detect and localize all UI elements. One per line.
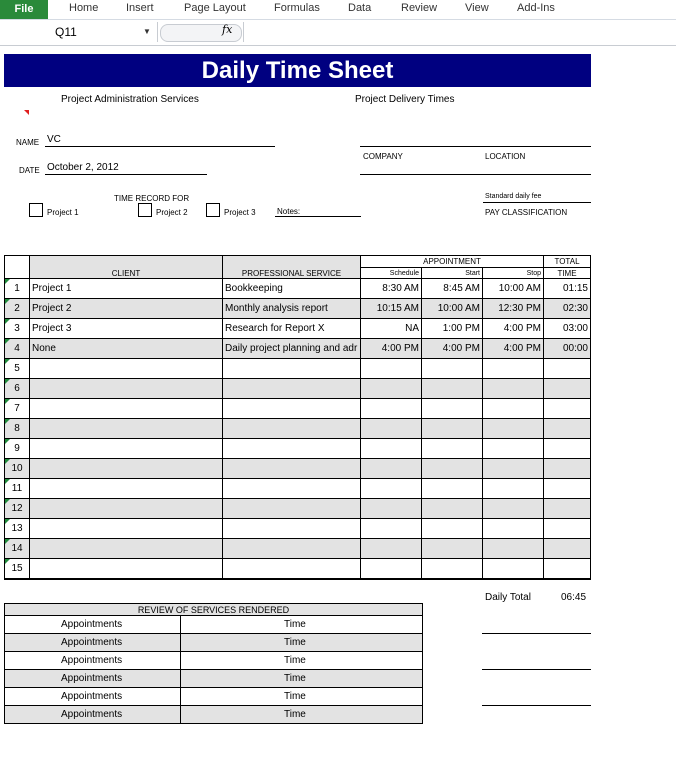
project-admin-label: Project Administration Services (61, 94, 199, 105)
row-number[interactable]: 4 (5, 339, 30, 359)
total-cell[interactable] (544, 559, 591, 580)
appointment-header: APPOINTMENT (361, 256, 544, 268)
start-cell[interactable] (422, 479, 483, 499)
review-table (4, 603, 423, 724)
client-cell[interactable] (30, 539, 223, 559)
row-number[interactable]: 5 (5, 359, 30, 379)
schedule-cell[interactable] (361, 519, 422, 539)
start-cell[interactable] (422, 519, 483, 539)
review-time-cell[interactable]: Time (181, 706, 423, 724)
start-cell[interactable] (422, 419, 483, 439)
table-row (5, 299, 591, 319)
total-cell[interactable] (544, 499, 591, 519)
schedule-cell[interactable]: NA (361, 319, 422, 339)
location-label: LOCATION (485, 152, 526, 161)
service-cell[interactable] (223, 419, 361, 439)
service-cell[interactable] (223, 379, 361, 399)
start-cell[interactable] (422, 439, 483, 459)
time-header: TIME (544, 268, 591, 279)
service-cell[interactable] (223, 439, 361, 459)
total-header: TOTAL (544, 256, 591, 268)
daily-total-label: Daily Total (485, 592, 531, 603)
review-time-cell[interactable]: Time (181, 634, 423, 652)
stop-cell[interactable] (483, 499, 544, 519)
row-number[interactable]: 15 (5, 559, 30, 580)
row-number[interactable]: 10 (5, 459, 30, 479)
tab-file[interactable]: File (0, 0, 48, 19)
row-number[interactable]: 13 (5, 519, 30, 539)
table-row (5, 419, 591, 439)
service-cell[interactable] (223, 499, 361, 519)
row-number[interactable]: 14 (5, 539, 30, 559)
client-cell[interactable]: None (30, 339, 223, 359)
service-cell[interactable] (223, 459, 361, 479)
service-cell[interactable] (223, 559, 361, 580)
summary-line-1[interactable] (482, 624, 591, 634)
start-cell[interactable]: 4:00 PM (422, 339, 483, 359)
client-cell[interactable]: Project 1 (30, 279, 223, 299)
review-time-cell[interactable]: Time (181, 688, 423, 706)
chevron-down-icon[interactable]: ▼ (143, 27, 151, 36)
review-appointments-cell[interactable]: Appointments (5, 670, 181, 688)
stop-cell[interactable] (483, 459, 544, 479)
name-value: VC (47, 134, 61, 145)
schedule-cell[interactable] (361, 459, 422, 479)
schedule-cell[interactable] (361, 439, 422, 459)
start-cell[interactable]: 10:00 AM (422, 299, 483, 319)
client-cell[interactable] (30, 399, 223, 419)
review-appointments-cell[interactable]: Appointments (5, 616, 181, 634)
review-row (5, 706, 423, 724)
tab-data[interactable]: Data (348, 2, 372, 14)
name-box-value: Q11 (55, 25, 77, 39)
pay-classification-label: PAY CLASSIFICATION (485, 208, 568, 217)
client-cell[interactable] (30, 419, 223, 439)
schedule-cell[interactable]: 4:00 PM (361, 339, 422, 359)
start-cell[interactable]: 8:45 AM (422, 279, 483, 299)
table-row (5, 519, 591, 539)
service-cell[interactable] (223, 359, 361, 379)
name-box[interactable] (0, 22, 158, 42)
stop-cell[interactable] (483, 479, 544, 499)
review-time-cell[interactable]: Time (181, 670, 423, 688)
summary-line-3[interactable] (482, 696, 591, 706)
standard-fee-label: Standard daily fee (485, 193, 542, 200)
summary-line-2[interactable] (482, 660, 591, 670)
stop-cell[interactable] (483, 379, 544, 399)
schedule-cell[interactable] (361, 499, 422, 519)
total-cell[interactable]: 00:00 (544, 339, 591, 359)
name-label: NAME (16, 138, 40, 147)
row-number[interactable]: 12 (5, 499, 30, 519)
review-time-cell[interactable]: Time (181, 616, 423, 634)
table-row (5, 559, 591, 580)
project-delivery-label: Project Delivery Times (355, 94, 455, 105)
project-2-checkbox[interactable] (138, 203, 152, 217)
client-cell[interactable]: Project 3 (30, 319, 223, 339)
row-number[interactable]: 9 (5, 439, 30, 459)
schedule-cell[interactable] (361, 559, 422, 580)
total-cell[interactable] (544, 379, 591, 399)
stop-cell[interactable] (483, 419, 544, 439)
row-number[interactable]: 1 (5, 279, 30, 299)
start-header: Start (422, 268, 483, 279)
sheet-title: Daily Time Sheet (4, 54, 591, 87)
company-label: COMPANY (363, 152, 403, 161)
project-3-checkbox[interactable] (206, 203, 220, 217)
stop-header: Stop (483, 268, 544, 279)
row-number-header (5, 256, 30, 279)
review-appointments-cell[interactable]: Appointments (5, 634, 181, 652)
review-row (5, 670, 423, 688)
row-number[interactable]: 3 (5, 319, 30, 339)
comment-marker-icon[interactable] (24, 110, 29, 115)
client-cell[interactable] (30, 439, 223, 459)
schedule-cell[interactable] (361, 379, 422, 399)
schedule-header: Schedule (361, 268, 422, 279)
time-table (4, 255, 591, 580)
start-cell[interactable] (422, 499, 483, 519)
client-cell[interactable] (30, 499, 223, 519)
name-field[interactable] (45, 134, 275, 147)
tab-add-ins[interactable]: Add-Ins (517, 2, 555, 14)
row-number[interactable]: 6 (5, 379, 30, 399)
service-cell[interactable] (223, 519, 361, 539)
client-cell[interactable] (30, 379, 223, 399)
service-cell[interactable]: Daily project planning and adr (223, 339, 361, 359)
review-title: REVIEW OF SERVICES RENDERED (5, 604, 423, 616)
schedule-cell[interactable] (361, 399, 422, 419)
table-row (5, 399, 591, 419)
company-location-line (360, 136, 591, 147)
tab-review[interactable]: Review (401, 2, 438, 14)
row-number[interactable]: 8 (5, 419, 30, 439)
table-row (5, 379, 591, 399)
client-cell[interactable] (30, 479, 223, 499)
review-row (5, 634, 423, 652)
start-cell[interactable] (422, 539, 483, 559)
start-cell[interactable]: 1:00 PM (422, 319, 483, 339)
row-number[interactable]: 7 (5, 399, 30, 419)
start-cell[interactable] (422, 559, 483, 580)
service-cell[interactable]: Monthly analysis report (223, 299, 361, 319)
table-row (5, 359, 591, 379)
table-row (5, 459, 591, 479)
schedule-cell[interactable] (361, 539, 422, 559)
review-appointments-cell[interactable]: Appointments (5, 688, 181, 706)
formula-input[interactable] (243, 22, 676, 42)
service-cell[interactable] (223, 479, 361, 499)
table-row (5, 319, 591, 339)
total-cell[interactable] (544, 419, 591, 439)
review-row (5, 652, 423, 670)
function-icon[interactable]: fx (222, 23, 233, 36)
stop-cell[interactable] (483, 439, 544, 459)
tab-view[interactable]: View (465, 2, 489, 14)
start-cell[interactable] (422, 359, 483, 379)
tab-insert[interactable]: Insert (126, 2, 154, 14)
ribbon-tabs (0, 0, 676, 20)
total-cell[interactable]: 03:00 (544, 319, 591, 339)
start-cell[interactable] (422, 379, 483, 399)
schedule-cell[interactable]: 8:30 AM (361, 279, 422, 299)
review-appointments-cell[interactable]: Appointments (5, 706, 181, 724)
formula-bar (0, 20, 676, 46)
schedule-cell[interactable] (361, 359, 422, 379)
schedule-cell[interactable]: 10:15 AM (361, 299, 422, 319)
client-cell[interactable]: Project 2 (30, 299, 223, 319)
stop-cell[interactable] (483, 539, 544, 559)
stop-cell[interactable]: 12:30 PM (483, 299, 544, 319)
table-row (5, 339, 591, 359)
start-cell[interactable] (422, 399, 483, 419)
row-number[interactable]: 2 (5, 299, 30, 319)
project-1-checkbox[interactable] (29, 203, 43, 217)
total-cell[interactable]: 01:15 (544, 279, 591, 299)
client-cell[interactable] (30, 459, 223, 479)
table-row (5, 479, 591, 499)
stop-cell[interactable]: 4:00 PM (483, 319, 544, 339)
stop-cell[interactable] (483, 359, 544, 379)
date-value: October 2, 2012 (47, 162, 119, 173)
client-header: CLIENT (30, 256, 223, 279)
total-cell[interactable] (544, 459, 591, 479)
tab-page-layout[interactable]: Page Layout (184, 2, 246, 14)
date-field[interactable] (45, 162, 207, 175)
client-cell[interactable] (30, 359, 223, 379)
review-row (5, 688, 423, 706)
service-header: PROFESSIONAL SERVICE (223, 256, 361, 279)
standard-fee-field[interactable] (483, 192, 591, 203)
notes-field[interactable] (275, 204, 361, 217)
schedule-cell[interactable] (361, 479, 422, 499)
stop-cell[interactable] (483, 399, 544, 419)
start-cell[interactable] (422, 459, 483, 479)
total-cell[interactable] (544, 439, 591, 459)
project-3-label: Project 3 (224, 208, 256, 217)
time-record-label: TIME RECORD FOR (114, 194, 190, 203)
total-cell[interactable] (544, 519, 591, 539)
service-cell[interactable] (223, 399, 361, 419)
company-location-field[interactable] (360, 164, 591, 175)
review-time-cell[interactable]: Time (181, 652, 423, 670)
service-cell[interactable]: Research for Report X (223, 319, 361, 339)
review-row (5, 616, 423, 634)
client-cell[interactable] (30, 519, 223, 539)
schedule-cell[interactable] (361, 419, 422, 439)
review-appointments-cell[interactable]: Appointments (5, 652, 181, 670)
client-cell[interactable] (30, 559, 223, 580)
total-cell[interactable] (544, 399, 591, 419)
table-row (5, 539, 591, 559)
table-row (5, 499, 591, 519)
project-1-label: Project 1 (47, 208, 79, 217)
row-number[interactable]: 11 (5, 479, 30, 499)
notes-label: Notes: (277, 207, 301, 216)
tab-formulas[interactable]: Formulas (274, 2, 320, 14)
daily-total-value: 06:45 (561, 592, 587, 603)
tab-home[interactable]: Home (69, 2, 99, 14)
stop-cell[interactable]: 10:00 AM (483, 279, 544, 299)
table-row (5, 439, 591, 459)
project-2-label: Project 2 (156, 208, 188, 217)
date-label: DATE (19, 166, 40, 175)
total-cell[interactable] (544, 479, 591, 499)
stop-cell[interactable] (483, 559, 544, 580)
total-cell[interactable] (544, 359, 591, 379)
total-cell[interactable] (544, 539, 591, 559)
table-row (5, 279, 591, 299)
service-cell[interactable]: Bookkeeping (223, 279, 361, 299)
stop-cell[interactable]: 4:00 PM (483, 339, 544, 359)
service-cell[interactable] (223, 539, 361, 559)
total-cell[interactable]: 02:30 (544, 299, 591, 319)
stop-cell[interactable] (483, 519, 544, 539)
